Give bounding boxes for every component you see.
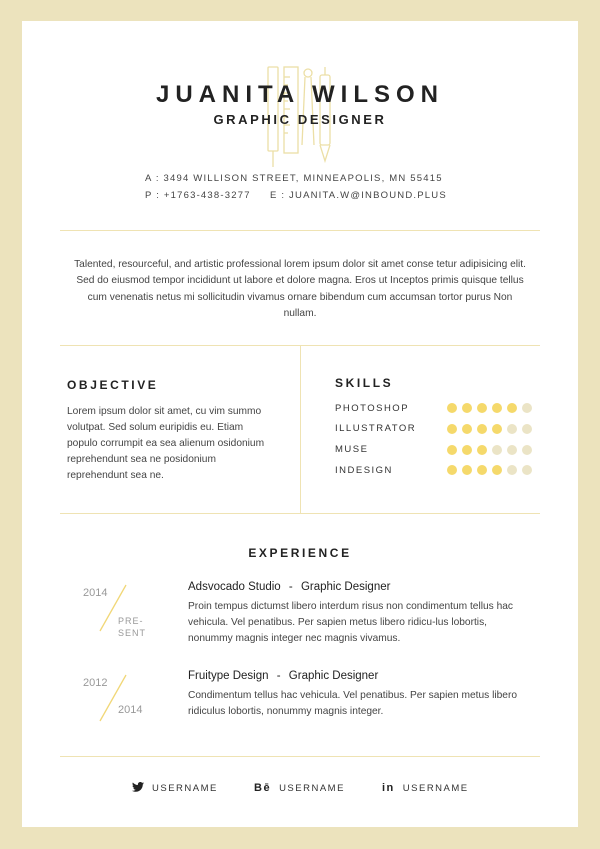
resume-page xyxy=(22,21,578,827)
divider xyxy=(60,513,540,514)
skills-heading: SKILLS xyxy=(335,376,394,390)
objective-text: Lorem ipsum dolor sit amet, cu vim summo volutpat. Sed solum euripidis eu. Etiam populo corrumpit ea sea alienum osidonium reprehendunt sea ne posidonium reprehendunt sea ne. xyxy=(67,406,265,481)
skill-name: PHOTOSHOP xyxy=(335,402,410,414)
job-description: Condimentum tellus hac vehicula. Vel penatibus. Per sapien metus libero ridiculus lobortis, nonummy magnis integer. xyxy=(188,690,518,717)
phone: P : +1763-438-3277 xyxy=(145,190,251,201)
job-start-year: 2012 xyxy=(83,677,108,689)
skill-name: MUSE xyxy=(335,444,369,456)
rating-dot-filled xyxy=(462,445,472,455)
rating-dot-filled xyxy=(447,465,457,475)
linkedin-username: USERNAME xyxy=(402,782,469,794)
job-description: Proin tempus dictumst libero interdum risus non condimentum tellus hac vehicula. Vel penatibus. Per sapien metus libero ridicu-lus lobortis, nonummy magnis integer nec magnis vivamus. xyxy=(188,601,514,644)
twitter-icon xyxy=(132,782,144,795)
behance-icon: Bē xyxy=(254,782,272,794)
social-twitter[interactable] xyxy=(132,782,218,795)
rating-dot-filled xyxy=(492,465,502,475)
role-name: Graphic Designer xyxy=(300,581,391,593)
rating-dot-filled xyxy=(492,403,502,413)
skill-rating xyxy=(447,465,532,475)
skill-rating xyxy=(447,424,532,434)
behance-username: USERNAME xyxy=(279,782,345,794)
rating-dot-filled xyxy=(462,465,472,475)
skill-row xyxy=(335,445,555,455)
rating-dot-filled xyxy=(477,465,487,475)
social-linkedin[interactable] xyxy=(382,782,469,794)
objective-heading: OBJECTIVE xyxy=(67,378,159,392)
candidate-name: JUANITA WILSON xyxy=(156,81,444,108)
rating-dot-filled xyxy=(477,424,487,434)
rating-dot-filled xyxy=(447,424,457,434)
rating-dot-filled xyxy=(447,403,457,413)
job-heading xyxy=(188,670,378,682)
experience-heading: EXPERIENCE xyxy=(248,546,352,560)
rating-dot-filled xyxy=(462,403,472,413)
skill-row xyxy=(335,424,555,434)
skill-rating xyxy=(447,403,532,413)
separator: - xyxy=(288,581,293,593)
job-end-year: 2014 xyxy=(118,704,143,716)
job-end-year: PRE- SENT xyxy=(118,616,147,638)
skill-name: ILLUSTRATOR xyxy=(335,423,417,435)
column-divider xyxy=(300,345,301,513)
summary-text: Talented, resourceful, and artistic professional lorem ipsum dolor sit amet conse tetur adipisicing elit. Sed do eiusmod tempor incididunt ut labore et dolore magna. Eros ut Inceptos primis quisque tellus cum venenatis netus mi sollicitudin vivamus ornare bibendum cum accumsan tortor purus Non nullam. xyxy=(74,259,526,319)
rating-dot-filled xyxy=(477,445,487,455)
rating-dot-empty xyxy=(522,445,532,455)
job-title: GRAPHIC DESIGNER xyxy=(213,112,387,127)
rating-dot-empty xyxy=(507,445,517,455)
rating-dot-empty xyxy=(507,424,517,434)
rating-dot-filled xyxy=(447,445,457,455)
rating-dot-empty xyxy=(492,445,502,455)
rating-dot-empty xyxy=(507,465,517,475)
skill-row xyxy=(335,465,555,475)
email: E : JUANITA.W@INBOUND.PLUS xyxy=(270,190,447,201)
rating-dot-empty xyxy=(522,465,532,475)
twitter-username: USERNAME xyxy=(152,783,218,794)
skill-row xyxy=(335,403,555,413)
job-start-year: 2014 xyxy=(83,587,108,599)
job-heading xyxy=(188,581,390,593)
company-name: Adsvocado Studio xyxy=(188,581,281,593)
separator: - xyxy=(276,670,281,682)
address: A : 3494 WILLISON STREET, MINNEAPOLIS, MN 55415 xyxy=(145,173,443,184)
rating-dot-empty xyxy=(522,403,532,413)
company-name: Fruitype Design xyxy=(188,670,269,682)
divider xyxy=(60,756,540,757)
linkedin-icon: in xyxy=(382,782,395,794)
rating-dot-filled xyxy=(492,424,502,434)
divider xyxy=(60,230,540,231)
social-behance[interactable] xyxy=(254,782,345,794)
rating-dot-empty xyxy=(522,424,532,434)
skill-name: INDESIGN xyxy=(335,464,393,476)
skills-list xyxy=(335,403,555,486)
rating-dot-filled xyxy=(507,403,517,413)
skill-rating xyxy=(447,445,532,455)
rating-dot-filled xyxy=(462,424,472,434)
rating-dot-filled xyxy=(477,403,487,413)
role-name: Graphic Designer xyxy=(288,670,379,682)
